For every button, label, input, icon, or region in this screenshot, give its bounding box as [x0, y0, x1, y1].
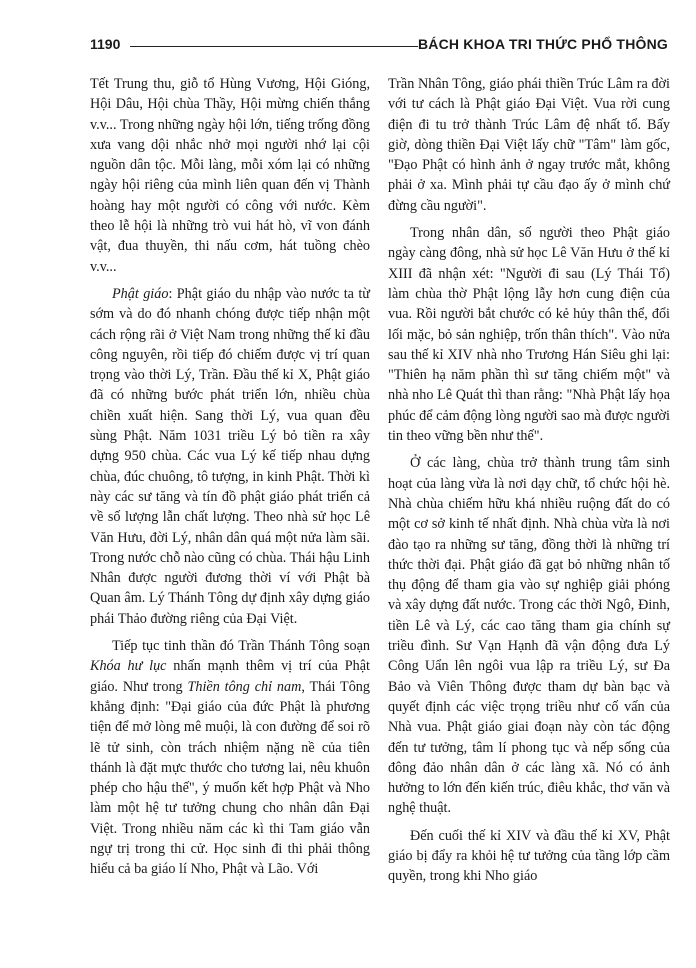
- running-title: BÁCH KHOA TRI THỨC PHỔ THÔNG: [417, 36, 668, 52]
- text-segment: , Thái Tông khẳng định: "Đại giáo của đức Phật là phương tiện để mở lòng mê muội, là con đường để soi rõ lẽ tử sinh, còn trách nhiệm nặng nề của tiên thánh là đặt mực thước cho tương lai, nêu khuôn phép cho hậu thế", ý muốn kết hợp Phật và Nho làm một hệ tư tưởng chung cho nhân dân Đại Việt. Trong nhiều năm các kì thi Tam giáo vẫn ngự trị trong thi cử. Học sinh đi thi phải thông hiểu cả ba giáo lí Nho, Phật và Lão. Với: [90, 678, 370, 878]
- paragraph-followers: Trong nhân dân, số người theo Phật giáo ngày càng đông, nhà sử học Lê Văn Hưu ở thế kỉ XIII đã nhận xét: "Người đi sau (Lý Thái Tổ) làm chùa thờ Phật lộng lẫy hơn cung điện của vua. Rồi người bắt chước có kẻ hủy thân thể, đổi lối mặc, bỏ sản nghiệp, trốn thân thích". Vào nửa sau thế kỉ XIV nhà nho Trương Hán Siêu ghi lại: "Thiên hạ năm phần thì sư tăng chiếm một" và nhà nho Lê Quát thì than rằng: "Nhà Phật lấy họa phúc để cảm động lòng người sao mà được người tin theo vững bền như thế".: [388, 225, 670, 445]
- paragraph-festivals: Tết Trung thu, giỗ tổ Hùng Vương, Hội Gióng, Hội Dâu, Hội chùa Thầy, Hội mừng chiến thắng v.v... Trong những ngày hội lớn, tiếng trống đồng xưa vang dội nhắc nhở mọi người nhớ lại cội nguồn dân tộc. Mỗi làng, mỗi xóm lại có những ngày hội riêng của mình liên quan đến vị Thành hoàng hay một người có công với nước. Kèm theo lễ hội là những trò vui hát hò, vĩ von đánh vật, đua thuyền, thi nấu cơm, hát tuồng chèo v.v...: [90, 76, 370, 275]
- work-title: Thiền tông chỉ nam: [187, 678, 302, 695]
- page-header: [90, 30, 668, 54]
- paragraph-buddhism-intro: [90, 284, 370, 629]
- paragraph-buddhism-text: : Phật giáo du nhập vào nước ta từ sớm và do đó nhanh chóng được tiếp nhận một cách rộng rãi ở Việt Nam trong những thế kỉ đầu công nguyên, rồi tiếp đó chiếm được vị trí quan trọng vào thời Lý, Trần. Đầu thế kỉ X, Phật giáo đã có những bước phát triển lớn, nhiều chùa chiền xuất hiện. Sang thời Lý, vua quan đều sùng Phật. Năm 1031 triều Lý bỏ tiền ra xây dựng 950 chùa. Các vua Lý kế tiếp nhau dựng chùa, đúc chuông, tô tượng, in kinh Phật. Thời kì này các sư tăng và tín đồ phật giáo phát triển cả về số lượng lẫn chất lượng. Theo nhà sử học Lê Văn Hưu, đời Lý, nhân dân quá một nửa làm sãi. Trong nước chỗ nào cũng có chùa. Thái hậu Linh Nhân được người đương thời ví với Phật bà Quan âm. Lý Thánh Tông dự định xây dựng giáo phái Thảo đường riêng của Đại Việt.: [90, 285, 370, 627]
- right-column: [388, 74, 670, 887]
- term-buddhism: Phật giáo: [112, 285, 169, 302]
- paragraph-decline: Đến cuối thế kỉ XIV và đầu thế kỉ XV, Phật giáo bị đẩy ra khỏi hệ tư tưởng của tầng lớp cầm quyền, trong khi Nho giáo: [388, 827, 670, 885]
- text-segment: nhấn mạnh thêm vị trí của Phật giáo. Như trong: [90, 658, 370, 695]
- page-number: 1190: [90, 36, 121, 52]
- left-column: [90, 74, 370, 880]
- paragraph-truc-lam: Trần Nhân Tông, giáo phái thiền Trúc Lâm ra đời với tư cách là Phật giáo Đại Việt. Vua rời cung điện đi tu trở thành Trúc Lâm đệ nhất tổ. Bấy giờ, dòng thiền Đại Việt lấy chữ "Tâm" làm gốc, "Đạo Phật có hình ảnh ở ngay trước mắt, không phải ở xa. Mình phải tự cầu đạo ấy ở mình chứ đừng cầu người".: [388, 76, 670, 214]
- paragraph-village-pagodas: Ở các làng, chùa trở thành trung tâm sinh hoạt của làng vừa là nơi dạy chữ, tổ chức hội hè. Nhà chùa chiếm hữu khá nhiều ruộng đất do có một cơ sở kinh tế nhất định. Nhà chùa vừa là nơi đào tạo ra những sư tăng, đồng thời là những trí thức thời đại. Phật giáo đã gạt bỏ những nhân tố thụ động để tham gia vào sự nghiệp giải phóng và xây dựng đất nước. Trong các thời Ngô, Đinh, tiền Lê và Lý, các cao tăng tham gia chính sự triều đình. Sư Vạn Hạnh đã vận động đưa Lý Công Uẩn lên ngôi vua lập ra triều Lý, sư Đa Bảo và Viên Thông được tham dự bàn bạc và quyết định các việc trọng triều như cố vấn của Nhà vua. Phật giáo giai đoạn này còn tác động đến tư tưởng, tâm lí phong tục và nếp sống của đông đảo nhân dân ở các làng xã. Nó có ảnh hưởng to lớn đến kiến trúc, điêu khắc, thơ văn và nghệ thuật.: [388, 455, 670, 817]
- work-title: Khóa hư lục: [90, 658, 167, 675]
- text-segment: Tiếp tục tinh thần đó Trần Thánh Tông soạn: [112, 638, 370, 655]
- paragraph-tran-dynasty: [90, 636, 370, 880]
- header-rule: [130, 46, 418, 47]
